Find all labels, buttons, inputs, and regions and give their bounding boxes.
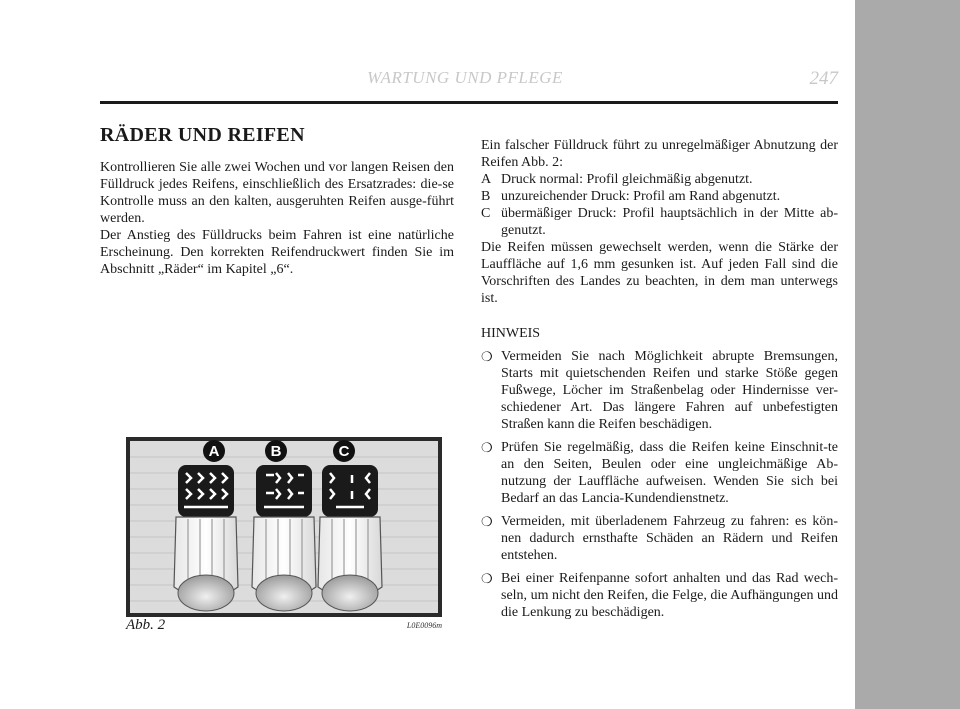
wear-legend xyxy=(481,171,838,239)
bullet-icon: ❍ xyxy=(481,514,493,529)
header-rule xyxy=(100,101,838,104)
label-a-badge xyxy=(203,440,225,462)
note-item xyxy=(481,570,838,621)
body-paragraph: Der Anstieg des Fülldrucks beim Fahren ist eine natürliche Erscheinung. Den korrekten Reifendruckwert finden Sie im Abschnitt „Räder“ im Kapitel „6“. xyxy=(100,228,454,277)
label-a: A xyxy=(208,443,220,460)
bullet-icon: ❍ xyxy=(481,349,493,364)
body-paragraph: Kontrollieren Sie alle zwei Wochen und vor langen Reisen den Fülldruck jedes Reifens, einschließlich des Ersatzrades: die-se Kontrolle muss an den kalten, ausgeruhten Reifen ausge-führt werden. xyxy=(100,160,454,226)
note-list xyxy=(481,348,838,621)
legend-item xyxy=(481,205,838,239)
label-c: C xyxy=(338,443,350,460)
label-c-badge xyxy=(333,440,355,462)
note-text: Vermeiden, mit überladenem Fahrzeug zu fahren: es kön-nen dadurch ernsthafte Schäden an Rädern und Reifen entstehen. xyxy=(501,514,838,563)
figure-code: L0E0096m xyxy=(406,621,442,630)
section-title: WARTUNG UND PFLEGE xyxy=(367,68,563,87)
note-item xyxy=(481,348,838,433)
legend-text: Druck normal: Profil gleichmäßig abgenutzt. xyxy=(501,172,753,187)
legend-key: A xyxy=(481,172,492,187)
note-text: Bei einer Reifenpanne sofort anhalten und das Rad wech-seln, um nicht den Reifen, die Felge, die Aufhängungen und die Lenkung zu beschädigen. xyxy=(501,571,838,620)
note-text: Prüfen Sie regelmäßig, dass die Reifen keine Einschnit-te an den Seiten, Beulen oder eine ungleichmäßige Ab-nutzung der Lauffläche aufweisen. Wenden Sie sich bei Bedarf an das Lancia-Kundendienstnetz. xyxy=(501,440,838,506)
bullet-icon: ❍ xyxy=(481,571,493,586)
tire-b-illustration xyxy=(252,465,316,611)
legend-item xyxy=(481,171,838,188)
right-column xyxy=(481,137,838,627)
page-number: 247 xyxy=(809,68,838,89)
legend-key: B xyxy=(481,189,491,204)
tire-a-illustration xyxy=(174,465,238,611)
legend-text: unzureichender Druck: Profil am Rand abgenutzt. xyxy=(501,189,781,204)
tire-c-illustration xyxy=(318,465,382,611)
bullet-icon: ❍ xyxy=(481,440,493,455)
intro-paragraph: Ein falscher Fülldruck führt zu unregelmäßiger Abnutzung der Reifen Abb. 2: xyxy=(481,138,838,170)
note-text: Vermeiden Sie nach Möglichkeit abrupte Bremsungen, Starts mit quietschenden Reifen und starke Stöße gegen Fußwege, Löcher im Straßenbelag oder Hindernisse ver-schiedener Art. Das längere Fahren auf unbefestigten Straßen kann die Reifen beschädigen. xyxy=(501,349,838,432)
legend-item xyxy=(481,188,838,205)
tire-wear-illustration xyxy=(126,437,442,617)
left-column xyxy=(100,124,454,278)
chapter-tab xyxy=(855,0,960,709)
label-b: B xyxy=(270,443,282,460)
body-paragraph: Die Reifen müssen gewechselt werden, wenn die Stärke der Lauffläche auf 1,6 mm gesunken ist. Auf jeden Fall sind die Vorschriften des Landes zu beachten, in dem man unterwegs ist. xyxy=(481,240,838,306)
tire-wear-figure xyxy=(126,437,442,617)
note-item xyxy=(481,439,838,507)
label-b-badge xyxy=(265,440,287,462)
legend-text: übermäßiger Druck: Profil hauptsächlich in der Mitte ab-genutzt. xyxy=(501,206,838,238)
note-title: HINWEIS xyxy=(481,326,541,341)
note-item xyxy=(481,513,838,564)
section-heading: RÄDER UND REIFEN xyxy=(100,124,305,146)
legend-key: C xyxy=(481,206,491,221)
figure-caption: Abb. 2 xyxy=(126,617,166,633)
